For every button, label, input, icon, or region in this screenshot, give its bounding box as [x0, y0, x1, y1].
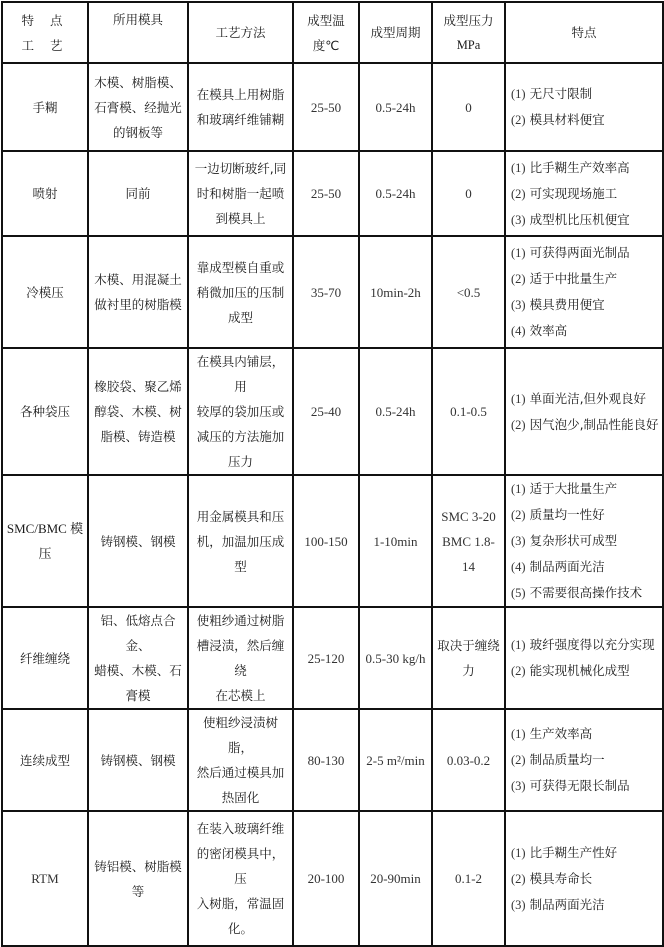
feature-item: [511, 632, 659, 658]
cycle-cell: 10min-2h: [359, 236, 432, 348]
process-cell: 连续成型: [2, 709, 88, 811]
feature-index: (3): [511, 298, 526, 312]
feature-item: [511, 580, 659, 606]
temperature-cell: 35-70: [293, 236, 359, 348]
cycle-cell: 0.5-24h: [359, 63, 432, 151]
cycle-cell: 1-10min: [359, 475, 432, 607]
feature-item: [511, 181, 659, 207]
feature-item: [511, 386, 659, 412]
method-cell: 在模具上用树脂 和玻璃纤维铺糊: [188, 63, 293, 151]
method-cell: 使粗纱通过树脂 槽浸渍，然后缠绕 在芯模上: [188, 607, 293, 709]
feature-text: 可实现现场施工: [529, 185, 618, 201]
pressure-cell: 取决于缠绕 力: [432, 607, 505, 709]
feature-item: [511, 892, 659, 918]
cycle-cell: 20-90min: [359, 811, 432, 946]
temperature-cell: 25-40: [293, 348, 359, 475]
cycle-cell: 0.5-24h: [359, 348, 432, 475]
feature-text: 成型机比压机便宜: [529, 211, 630, 227]
temperature-cell: 25-50: [293, 63, 359, 151]
pressure-cell: <0.5: [432, 236, 505, 348]
method-cell: 在模具内铺层，用 较厚的袋加压或 减压的方法施加 压力: [188, 348, 293, 475]
temperature-cell: 25-120: [293, 607, 359, 709]
feature-text: 模具材料便宜: [529, 112, 605, 127]
feature-item: [511, 412, 659, 438]
mold-cell: 铸钢模、钢模: [88, 709, 188, 811]
table-row: [2, 475, 663, 607]
molding-process-table: [1, 1, 664, 947]
feature-item: [511, 554, 659, 580]
feature-item: [511, 773, 659, 799]
features-cell: [505, 348, 663, 475]
feature-item: [511, 721, 659, 747]
feature-text: 无尺寸限制: [529, 86, 593, 101]
feature-text: 因气泡少,制品性能良好: [529, 416, 659, 432]
feature-index: (3): [511, 897, 526, 912]
method-cell: 用金属模具和压 机，加温加压成型: [188, 475, 293, 607]
feature-index: (1): [511, 246, 526, 260]
temperature-cell: 20-100: [293, 811, 359, 946]
feature-index: (4): [511, 324, 526, 338]
feature-index: (3): [511, 779, 526, 793]
mold-cell: 同前: [88, 151, 188, 236]
process-cell: RTM: [2, 811, 88, 946]
feature-item: [511, 240, 659, 266]
feature-item: [511, 528, 659, 554]
header-cycle: 成型周期: [359, 2, 432, 63]
feature-index: (1): [511, 845, 526, 860]
temperature-cell: 80-130: [293, 709, 359, 811]
feature-item: [511, 207, 659, 233]
header-corner-features: 特 点: [21, 12, 69, 28]
feature-item: [511, 81, 659, 107]
method-cell: 一边切断玻纤,同 时和树脂一起喷 到模具上: [188, 151, 293, 236]
header-features: 特点: [505, 2, 663, 63]
cycle-cell: 0.5-24h: [359, 151, 432, 236]
features-cell: [505, 236, 663, 348]
feature-text: 单面光洁,但外观良好: [529, 390, 647, 406]
table-row: [2, 151, 663, 236]
feature-index: (1): [511, 482, 526, 496]
feature-index: (1): [511, 638, 526, 652]
feature-index: (3): [511, 212, 526, 227]
table-row: [2, 709, 663, 811]
feature-index: (2): [511, 113, 526, 127]
feature-text: 模具寿命长: [529, 870, 593, 886]
mold-cell: 铝、低熔点合金、 蜡模、木模、石 膏模: [88, 607, 188, 709]
features-cell: [505, 151, 663, 236]
header-pressure: 成型压力 MPa: [432, 2, 505, 63]
feature-index: (2): [511, 272, 526, 286]
cycle-cell: 0.5-30 kg/h: [359, 607, 432, 709]
feature-item: [511, 266, 659, 292]
feature-text: 生产效率高: [529, 726, 593, 741]
feature-index: (2): [511, 664, 526, 678]
feature-text: 模具费用便宜: [529, 297, 605, 312]
pressure-cell: SMC 3-20 BMC 1.8-14: [432, 475, 505, 607]
mold-cell: 铸钢模、钢模: [88, 475, 188, 607]
feature-index: (5): [511, 586, 526, 600]
mold-cell: 铸铝模、树脂模 等: [88, 811, 188, 946]
features-cell: [505, 475, 663, 607]
feature-text: 制品质量均一: [529, 752, 605, 767]
process-cell: 喷射: [2, 151, 88, 236]
feature-item: [511, 318, 659, 344]
feature-text: 适于中批量生产: [529, 271, 618, 286]
feature-index: (3): [511, 534, 526, 548]
table-row: [2, 348, 663, 475]
feature-index: (2): [511, 753, 526, 767]
table-row: [2, 811, 663, 946]
method-cell: 靠成型模自重或 稍微加压的压制 成型: [188, 236, 293, 348]
feature-text: 可获得两面光制品: [529, 245, 630, 260]
feature-item: [511, 747, 659, 773]
feature-item: [511, 476, 659, 502]
mold-cell: 橡胶袋、聚乙烯 醇袋、木模、树 脂模、铸造模: [88, 348, 188, 475]
process-cell: 各种袋压: [2, 348, 88, 475]
cycle-cell: 2-5 m²/min: [359, 709, 432, 811]
header-corner-process: 工 艺: [21, 37, 69, 53]
process-cell: SMC/BMC 模压: [2, 475, 88, 607]
features-cell: [505, 607, 663, 709]
feature-text: 能实现机械化成型: [529, 663, 630, 678]
feature-text: 质量均一性好: [529, 507, 605, 522]
feature-index: (1): [511, 87, 526, 101]
pressure-cell: 0.1-0.5: [432, 348, 505, 475]
features-cell: [505, 709, 663, 811]
header-corner-cell: [2, 2, 88, 63]
feature-text: 比手糊生产效率高: [529, 159, 630, 175]
mold-cell: 木模、用混凝土 做衬里的树脂模: [88, 236, 188, 348]
process-cell: 纤维缠绕: [2, 607, 88, 709]
temperature-cell: 25-50: [293, 151, 359, 236]
feature-text: 适于大批量生产: [529, 481, 618, 496]
header-temperature: 成型温 度℃: [293, 2, 359, 63]
feature-item: [511, 155, 659, 181]
features-cell: [505, 811, 663, 946]
table-row: [2, 236, 663, 348]
header-row: [2, 2, 663, 63]
feature-index: (1): [511, 727, 526, 741]
table-row: [2, 607, 663, 709]
feature-text: 制品两面光洁: [529, 896, 605, 912]
feature-text: 不需要很高操作技术: [529, 585, 643, 600]
pressure-cell: 0.1-2: [432, 811, 505, 946]
header-method: 工艺方法: [188, 2, 293, 63]
feature-index: (2): [511, 871, 526, 886]
pressure-cell: 0: [432, 151, 505, 236]
feature-item: [511, 292, 659, 318]
header-mold: 所用模具: [88, 2, 188, 63]
pressure-cell: 0: [432, 63, 505, 151]
process-cell: 手糊: [2, 63, 88, 151]
feature-index: (2): [511, 186, 526, 201]
mold-cell: 木模、树脂模、 石膏模、经抛光 的钢板等: [88, 63, 188, 151]
feature-text: 制品两面光洁: [529, 559, 605, 574]
feature-item: [511, 502, 659, 528]
feature-item: [511, 658, 659, 684]
feature-text: 可获得无限长制品: [529, 778, 630, 793]
feature-text: 复杂形状可成型: [529, 533, 618, 548]
feature-index: (4): [511, 560, 526, 574]
feature-index: (2): [511, 417, 526, 432]
feature-index: (2): [511, 508, 526, 522]
pressure-cell: 0.03-0.2: [432, 709, 505, 811]
method-cell: 在装入玻璃纤维 的密闭模具中，压 入树脂，常温固 化。: [188, 811, 293, 946]
process-cell: 冷模压: [2, 236, 88, 348]
feature-text: 玻纤强度得以充分实现: [529, 637, 655, 652]
feature-index: (1): [511, 160, 526, 175]
feature-text: 效率高: [529, 323, 568, 338]
feature-item: [511, 840, 659, 866]
feature-text: 比手糊生产性好: [529, 844, 618, 860]
table-row: [2, 63, 663, 151]
features-cell: [505, 63, 663, 151]
feature-index: (1): [511, 391, 526, 406]
feature-item: [511, 866, 659, 892]
temperature-cell: 100-150: [293, 475, 359, 607]
feature-item: [511, 107, 659, 133]
method-cell: 使粗纱浸渍树脂， 然后通过模具加 热固化: [188, 709, 293, 811]
